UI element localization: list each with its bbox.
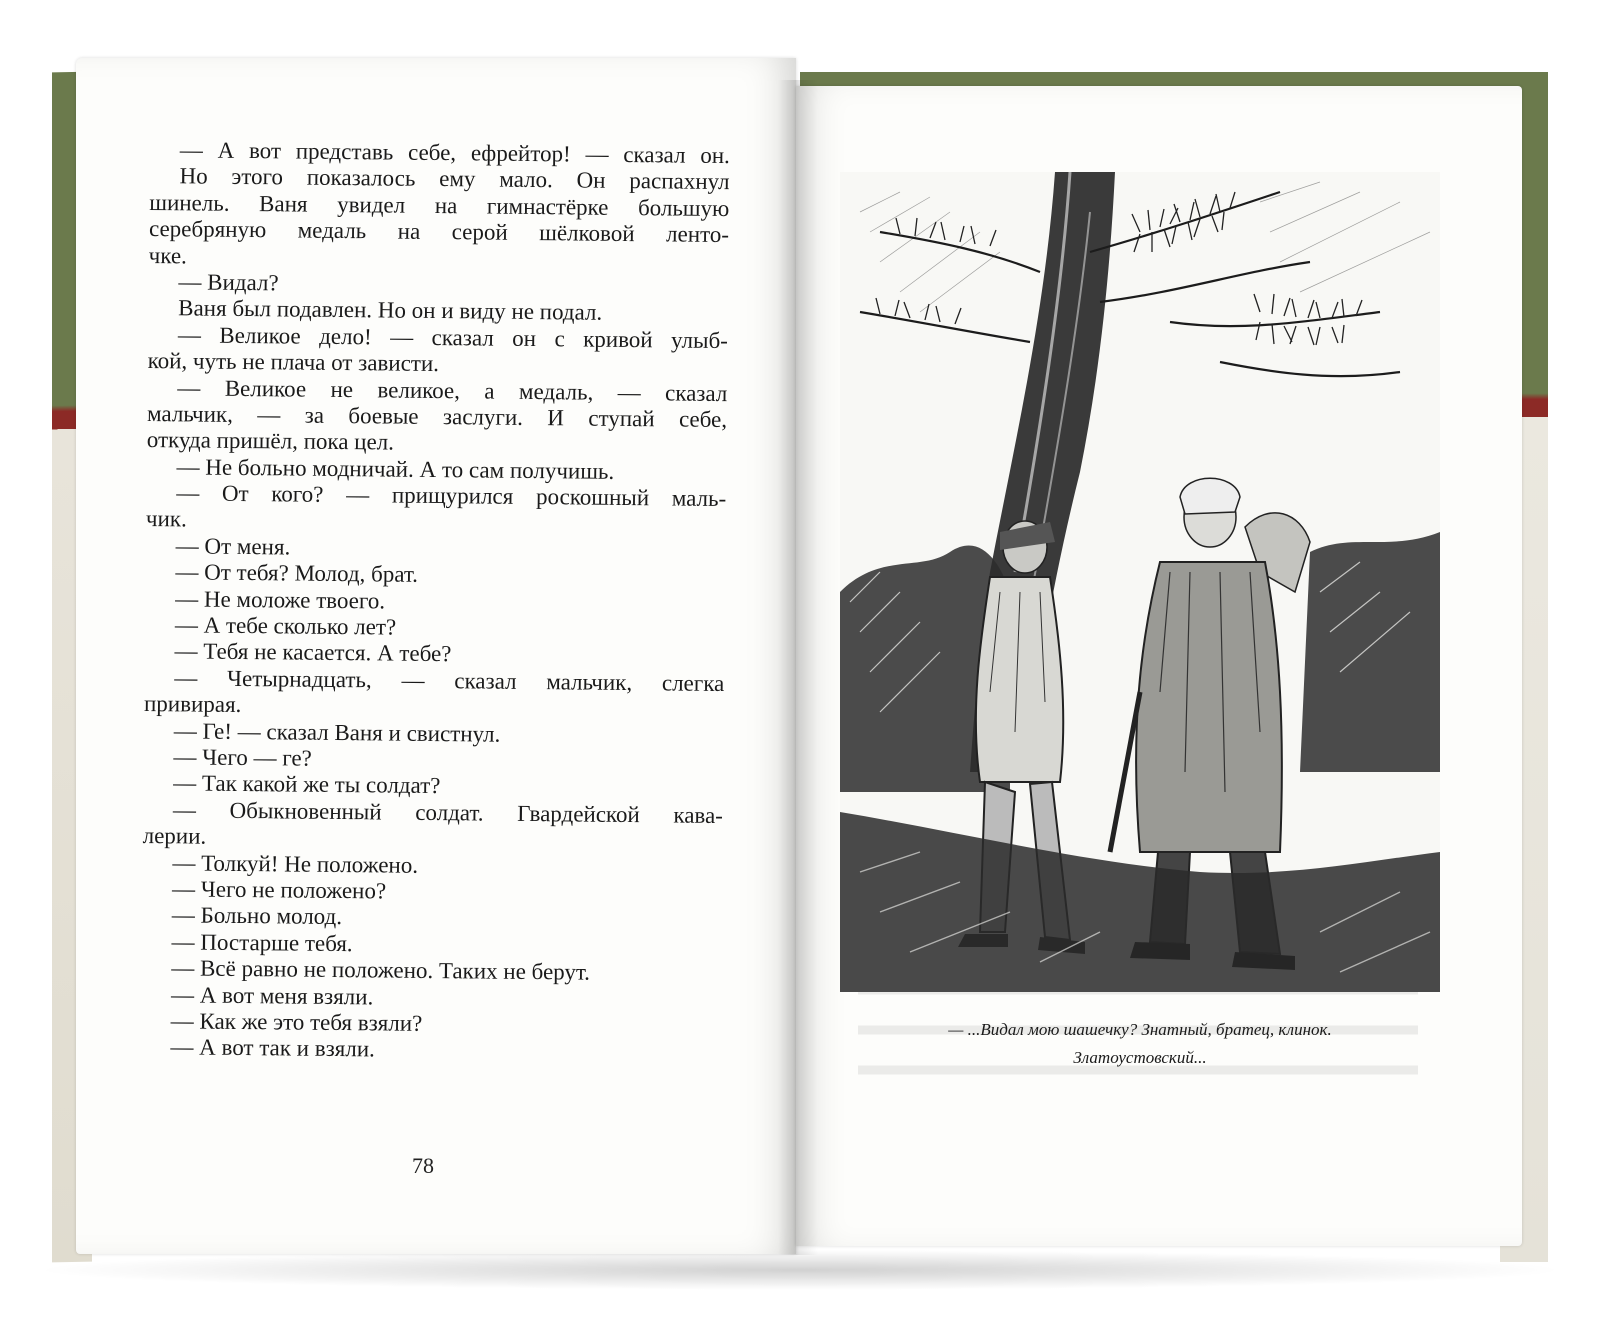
illustration-two-soldiers [840, 172, 1440, 992]
text-line: — Чего не положено? [171, 876, 387, 904]
text-line: — Не моложе твоего. [175, 585, 386, 614]
text-line: — Обыкновенный солдат. Гвардейской кава- [172, 797, 724, 828]
illustration-caption [850, 1016, 1430, 1072]
text-line: чик. [145, 506, 187, 532]
text-line: — Больно молод. [171, 902, 343, 930]
caption-line-2: Златоустовский... [1073, 1048, 1207, 1067]
text-line: привирая. [143, 691, 242, 718]
text-line: — Так какой же ты солдат? [173, 770, 441, 799]
book-gutter [778, 80, 818, 1255]
text-line: — Четырнадцать, — сказал мальчик, слегка [174, 665, 725, 696]
text-line-start: — А вот представь себе, ефрейтор! [179, 137, 571, 167]
text-line: — Толкуй! Не положено. [172, 849, 419, 878]
text-line: Ваня был подавлен. Но он и виду не подал. [178, 295, 603, 326]
text-line: — От меня. [175, 533, 291, 560]
text-line: лерии. [142, 823, 207, 849]
text-line: — Как же это тебя взяли? [170, 1008, 423, 1036]
text-line: — Ге! — сказал Ваня и свистнул. [173, 717, 501, 747]
text-line: — Всё равно не положено. Таких не берут. [171, 955, 591, 985]
text-line: — Великое не великое, а медаль, — сказал [177, 374, 728, 406]
text-line: — От кого? — прищурился роскошный маль- [176, 480, 727, 512]
text-line: шинель. Ваня увидел на гимнастёрке большую [149, 189, 730, 221]
text-line: кой, чуть не плача от зависти. [147, 348, 440, 377]
text-line: — А вот так и взяли. [170, 1034, 375, 1062]
text-line-start: Но этого показалось ему мало. Он [179, 163, 606, 194]
text-line: — От тебя? Молод, брат. [175, 559, 419, 588]
text-line: — Великое дело! — сказал он с кривой улыб- [177, 322, 729, 353]
text-line: — А тебе сколько лет? [174, 612, 397, 640]
text-line: — Не больно модничай. А то сам получишь. [176, 453, 615, 484]
caption-line-1: — ...Видал мою шашечку? Знатный, братец, клинок. [948, 1020, 1332, 1039]
book-shadow [30, 1250, 1570, 1290]
text-line: откуда пришёл, пока цел. [146, 427, 395, 455]
left-page-text [140, 137, 730, 1067]
text-line: мальчик, — за боевые заслуги. И ступай себе, [146, 400, 728, 432]
text-line: чке. [148, 242, 188, 268]
page-number: 78 [412, 1153, 434, 1178]
text-line: — А вот меня взяли. [170, 981, 374, 1009]
text-line-tail: распахнул [629, 168, 730, 195]
text-line: серебряную медаль на серой шёлковой ленто- [148, 216, 730, 248]
text-line: — Тебя не касается. А тебе? [174, 638, 452, 667]
text-line: — Видал? [178, 269, 279, 296]
text-line: — Постарше тебя. [171, 928, 353, 956]
text-line: — Чего — ге? [173, 744, 312, 771]
text-line-tail: — сказал он. [585, 141, 730, 169]
